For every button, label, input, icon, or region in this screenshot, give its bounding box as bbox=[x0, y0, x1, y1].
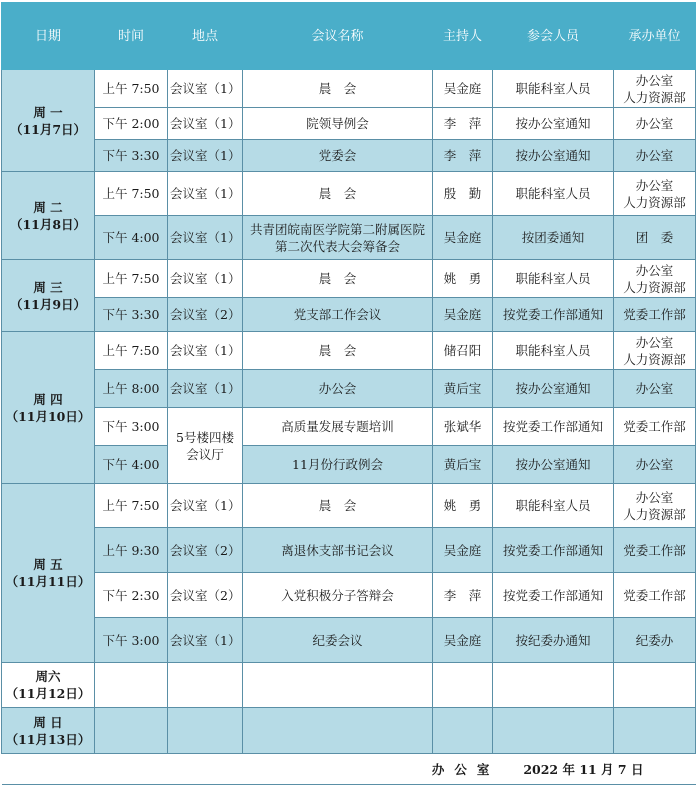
time-cell: 下午 3:30 bbox=[95, 298, 168, 332]
host-cell: 李 萍 bbox=[433, 108, 493, 140]
header-host: 主持人 bbox=[433, 3, 493, 70]
table-row bbox=[2, 370, 696, 408]
place-cell: 会议室（1） bbox=[168, 332, 243, 370]
meeting-cell: 院领导例会 bbox=[243, 108, 433, 140]
organizer-line: 人力资源部 bbox=[623, 351, 686, 367]
place-cell: 会议室（2） bbox=[168, 298, 243, 332]
place-cell: 会议室（1） bbox=[168, 484, 243, 528]
schedule-table bbox=[1, 2, 696, 785]
table-row bbox=[2, 216, 696, 260]
meeting-cell: 离退休支部书记会议 bbox=[243, 528, 433, 573]
organizer-cell: 办公室 bbox=[614, 446, 696, 484]
organizer-cell: 党委工作部 bbox=[614, 298, 696, 332]
organizer-line: 人力资源部 bbox=[623, 506, 686, 522]
empty-cell bbox=[95, 708, 168, 754]
footer-date: 2022 年 11 月 7 日 bbox=[523, 761, 644, 777]
meeting-cell: 晨 会 bbox=[243, 70, 433, 108]
table-row bbox=[2, 172, 696, 216]
host-cell: 姚 勇 bbox=[433, 260, 493, 298]
meeting-cell bbox=[243, 216, 433, 260]
table-row bbox=[2, 528, 696, 573]
organizer-cell: 办公室 bbox=[614, 140, 696, 172]
table-row bbox=[2, 408, 696, 446]
attendees-cell: 职能科室人员 bbox=[493, 70, 614, 108]
empty-cell bbox=[433, 708, 493, 754]
empty-cell bbox=[614, 663, 696, 708]
organizer-cell bbox=[614, 70, 696, 108]
day-name: 周六 bbox=[35, 669, 61, 684]
meeting-cell: 党支部工作会议 bbox=[243, 298, 433, 332]
empty-cell bbox=[95, 663, 168, 708]
time-cell: 上午 9:30 bbox=[95, 528, 168, 573]
attendees-cell: 按办公室通知 bbox=[493, 446, 614, 484]
time-cell: 上午 7:50 bbox=[95, 332, 168, 370]
organizer-line: 办公室 bbox=[635, 177, 674, 193]
day-cell-saturday bbox=[2, 663, 95, 708]
host-cell: 吴金庭 bbox=[433, 618, 493, 663]
day-date: （11月8日） bbox=[9, 216, 87, 232]
place-line: 会议厅 bbox=[186, 446, 224, 462]
host-cell: 姚 勇 bbox=[433, 484, 493, 528]
attendees-cell: 按办公室通知 bbox=[493, 370, 614, 408]
organizer-cell: 办公室 bbox=[614, 370, 696, 408]
organizer-line: 人力资源部 bbox=[623, 279, 686, 295]
header-meeting: 会议名称 bbox=[243, 3, 433, 70]
meeting-cell: 入党积极分子答辩会 bbox=[243, 573, 433, 618]
organizer-cell: 党委工作部 bbox=[614, 408, 696, 446]
host-cell: 黄后宝 bbox=[433, 446, 493, 484]
meeting-cell: 晨 会 bbox=[243, 484, 433, 528]
attendees-cell: 职能科室人员 bbox=[493, 332, 614, 370]
day-name: 周 一 bbox=[33, 104, 63, 120]
meeting-line: 第二次代表大会筹备会 bbox=[274, 238, 400, 254]
place-cell-merged bbox=[168, 408, 243, 484]
place-cell: 会议室（1） bbox=[168, 370, 243, 408]
attendees-cell: 按团委通知 bbox=[493, 216, 614, 260]
host-cell: 殷 勤 bbox=[433, 172, 493, 216]
table-row bbox=[2, 484, 696, 528]
header-row bbox=[2, 3, 696, 70]
attendees-cell: 按党委工作部通知 bbox=[493, 573, 614, 618]
empty-cell bbox=[433, 663, 493, 708]
empty-cell bbox=[493, 663, 614, 708]
place-cell: 会议室（1） bbox=[168, 140, 243, 172]
organizer-cell: 党委工作部 bbox=[614, 528, 696, 573]
day-name: 周 日 bbox=[33, 714, 63, 730]
host-cell: 吴金庭 bbox=[433, 528, 493, 573]
host-cell: 张斌华 bbox=[433, 408, 493, 446]
attendees-cell: 职能科室人员 bbox=[493, 172, 614, 216]
header-attendees: 参会人员 bbox=[493, 3, 614, 70]
attendees-cell: 按纪委办通知 bbox=[493, 618, 614, 663]
day-cell-sunday bbox=[2, 708, 95, 754]
day-date: （11月13日） bbox=[5, 731, 91, 747]
footer-signature bbox=[2, 754, 696, 785]
time-cell: 下午 4:00 bbox=[95, 216, 168, 260]
host-cell: 吴金庭 bbox=[433, 70, 493, 108]
day-date: （11月12日） bbox=[5, 686, 91, 701]
organizer-line: 办公室 bbox=[635, 72, 674, 88]
attendees-cell: 职能科室人员 bbox=[493, 260, 614, 298]
table-row bbox=[2, 446, 696, 484]
time-cell: 下午 3:00 bbox=[95, 408, 168, 446]
attendees-cell: 按党委工作部通知 bbox=[493, 298, 614, 332]
meeting-line: 共青团皖南医学院第二附属医院 bbox=[249, 221, 425, 237]
time-cell: 上午 7:50 bbox=[95, 484, 168, 528]
meeting-cell: 晨 会 bbox=[243, 260, 433, 298]
table-row bbox=[2, 298, 696, 332]
empty-cell bbox=[168, 708, 243, 754]
organizer-cell bbox=[614, 172, 696, 216]
table-row bbox=[2, 140, 696, 172]
organizer-cell: 纪委办 bbox=[614, 618, 696, 663]
table-row bbox=[2, 70, 696, 108]
time-cell: 上午 7:50 bbox=[95, 70, 168, 108]
meeting-cell: 党委会 bbox=[243, 140, 433, 172]
table-row bbox=[2, 618, 696, 663]
meeting-cell: 纪委会议 bbox=[243, 618, 433, 663]
organizer-line: 办公室 bbox=[635, 334, 674, 350]
host-cell: 储召阳 bbox=[433, 332, 493, 370]
place-cell: 会议室（1） bbox=[168, 172, 243, 216]
table-row bbox=[2, 573, 696, 618]
attendees-cell: 按党委工作部通知 bbox=[493, 528, 614, 573]
attendees-cell: 按党委工作部通知 bbox=[493, 408, 614, 446]
time-cell: 上午 7:50 bbox=[95, 172, 168, 216]
time-cell: 下午 3:30 bbox=[95, 140, 168, 172]
day-name: 周 五 bbox=[33, 557, 63, 572]
day-date: （11月11日） bbox=[5, 574, 91, 589]
host-cell: 吴金庭 bbox=[433, 216, 493, 260]
organizer-cell bbox=[614, 332, 696, 370]
organizer-cell bbox=[614, 260, 696, 298]
empty-cell bbox=[243, 663, 433, 708]
time-cell: 上午 7:50 bbox=[95, 260, 168, 298]
table-row bbox=[2, 260, 696, 298]
place-line: 5号楼四楼 bbox=[176, 429, 234, 445]
time-cell: 下午 2:00 bbox=[95, 108, 168, 140]
time-cell: 上午 8:00 bbox=[95, 370, 168, 408]
empty-cell bbox=[243, 708, 433, 754]
day-cell-wednesday bbox=[2, 260, 95, 332]
footer-unit: 办公室 bbox=[431, 761, 500, 777]
attendees-cell: 职能科室人员 bbox=[493, 484, 614, 528]
host-cell: 李 萍 bbox=[433, 140, 493, 172]
footer-row bbox=[2, 754, 696, 785]
day-name: 周 三 bbox=[33, 279, 63, 295]
table-row bbox=[2, 708, 696, 754]
place-cell: 会议室（1） bbox=[168, 260, 243, 298]
host-cell: 吴金庭 bbox=[433, 298, 493, 332]
day-cell-thursday bbox=[2, 332, 95, 484]
empty-cell bbox=[493, 708, 614, 754]
meeting-cell: 晨 会 bbox=[243, 332, 433, 370]
organizer-cell bbox=[614, 484, 696, 528]
table-row bbox=[2, 108, 696, 140]
table-row bbox=[2, 663, 696, 708]
host-cell: 黄后宝 bbox=[433, 370, 493, 408]
meeting-cell: 11月份行政例会 bbox=[243, 446, 433, 484]
day-date: （11月9日） bbox=[9, 296, 87, 312]
host-cell: 李 萍 bbox=[433, 573, 493, 618]
attendees-cell: 按办公室通知 bbox=[493, 140, 614, 172]
place-cell: 会议室（1） bbox=[168, 216, 243, 260]
day-cell-friday bbox=[2, 484, 95, 663]
organizer-cell: 团 委 bbox=[614, 216, 696, 260]
meeting-cell: 高质量发展专题培训 bbox=[243, 408, 433, 446]
place-cell: 会议室（2） bbox=[168, 573, 243, 618]
place-cell: 会议室（1） bbox=[168, 618, 243, 663]
day-name: 周 四 bbox=[33, 391, 63, 407]
place-cell: 会议室（2） bbox=[168, 528, 243, 573]
empty-cell bbox=[614, 708, 696, 754]
table-row bbox=[2, 332, 696, 370]
organizer-line: 人力资源部 bbox=[623, 194, 686, 210]
day-cell-tuesday bbox=[2, 172, 95, 260]
time-cell: 下午 3:00 bbox=[95, 618, 168, 663]
organizer-line: 人力资源部 bbox=[623, 89, 686, 105]
header-time: 时间 bbox=[95, 3, 168, 70]
day-date: （11月10日） bbox=[5, 408, 91, 424]
time-cell: 下午 2:30 bbox=[95, 573, 168, 618]
time-cell: 下午 4:00 bbox=[95, 446, 168, 484]
organizer-cell: 办公室 bbox=[614, 108, 696, 140]
header-place: 地点 bbox=[168, 3, 243, 70]
place-cell: 会议室（1） bbox=[168, 108, 243, 140]
place-cell: 会议室（1） bbox=[168, 70, 243, 108]
attendees-cell: 按办公室通知 bbox=[493, 108, 614, 140]
day-date: （11月7日） bbox=[9, 121, 87, 137]
meeting-cell: 晨 会 bbox=[243, 172, 433, 216]
organizer-cell: 党委工作部 bbox=[614, 573, 696, 618]
header-date: 日期 bbox=[2, 3, 95, 70]
empty-cell bbox=[168, 663, 243, 708]
day-cell-monday bbox=[2, 70, 95, 172]
day-name: 周 二 bbox=[33, 199, 63, 215]
organizer-line: 办公室 bbox=[635, 489, 674, 505]
organizer-line: 办公室 bbox=[635, 262, 674, 278]
meeting-cell: 办公会 bbox=[243, 370, 433, 408]
header-organizer: 承办单位 bbox=[614, 3, 696, 70]
